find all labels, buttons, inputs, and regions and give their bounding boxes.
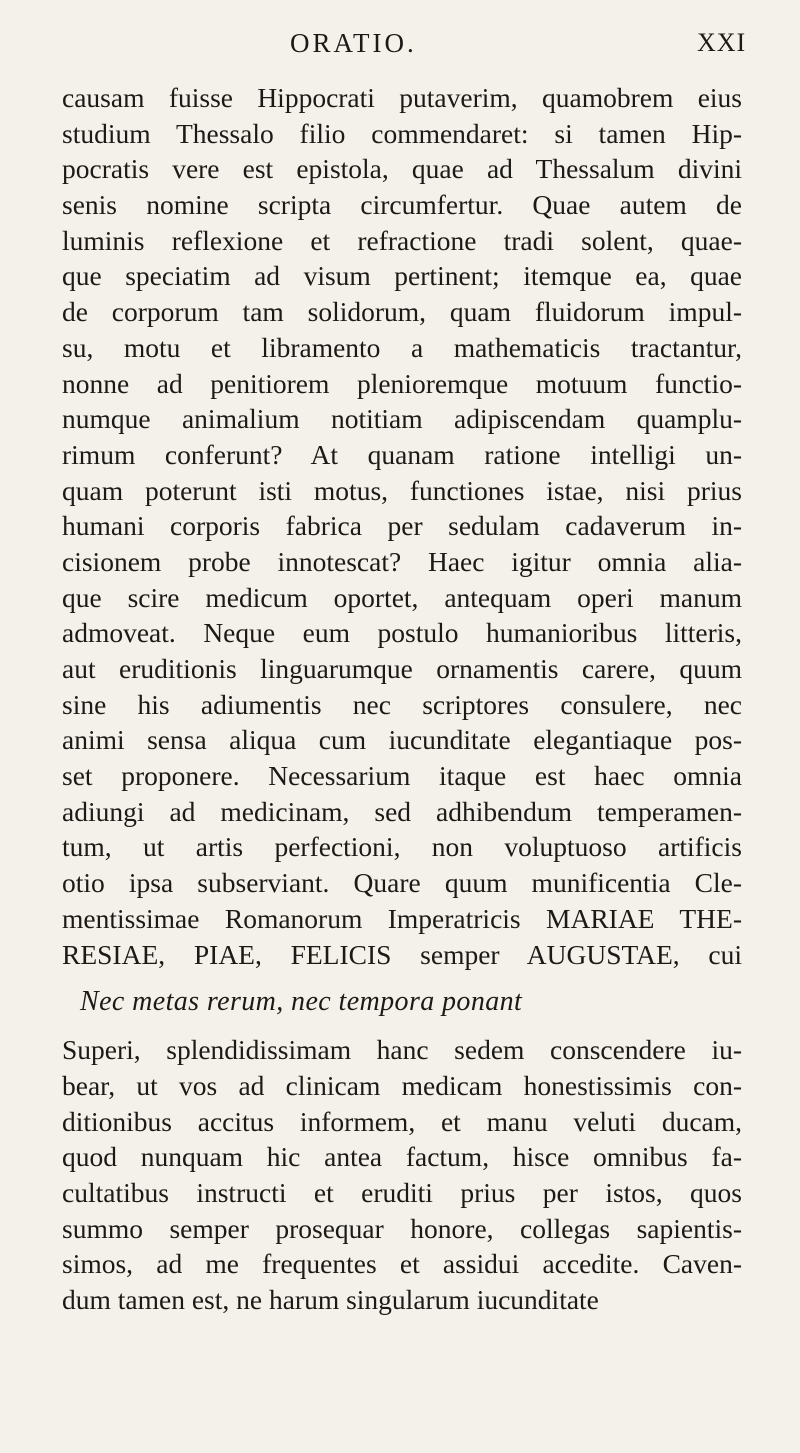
text-line: mentissimae Romanorum Imperatricis MARIAE THE- <box>62 902 742 934</box>
text-line: simos, ad me frequentes et assidui accedite. Caven- <box>62 1248 742 1280</box>
text-line: set proponere. Necessarium itaque est haec omnia <box>62 760 742 792</box>
text-line: ditionibus accitus informem, et manu veluti ducam, <box>62 1105 742 1137</box>
text-line: sine his adiumentis nec scriptores consulere, nec <box>62 688 742 720</box>
page-number: XXI <box>697 28 747 57</box>
text-line: admoveat. Neque eum postulo humanioribus litteris, <box>62 617 742 649</box>
text-line: tum, ut artis perfectioni, non voluptuoso artificis <box>62 831 742 863</box>
text-line: summo semper prosequar honore, collegas sapientis- <box>62 1212 742 1244</box>
text-line: cultatibus instructi et eruditi prius per istos, quos <box>62 1176 742 1208</box>
running-head <box>0 16 800 56</box>
text-line: quod nunquam hic antea factum, hisce omnibus fa- <box>62 1141 742 1173</box>
text-line: RESIAE, PIAE, FELICIS semper AUGUSTAE, cui <box>62 938 742 970</box>
text-line: otio ipsa subserviant. Quare quum munificentia Cle- <box>62 867 742 899</box>
text-line: su, motu et libramento a mathematicis tractantur, <box>62 331 742 363</box>
text-line: adiungi ad medicinam, sed adhibendum temperamen- <box>62 795 742 827</box>
text-line: de corporum tam solidorum, quam fluidorum impul- <box>62 296 742 328</box>
text-line: nonne ad penitiorem plenioremque motuum functio- <box>62 367 742 399</box>
text-line: luminis reflexione et refractione tradi solent, quae- <box>62 224 742 256</box>
quoted-verse: Nec metas rerum, nec tempora ponant <box>80 986 523 1018</box>
body-text <box>62 80 742 1318</box>
text-line: bear, ut vos ad clinicam medicam honestissimis con- <box>62 1069 742 1101</box>
text-line: pocratis vere est epistola, quae ad Thessalum divini <box>62 153 742 185</box>
text-line: causam fuisse Hippocrati putaverim, quamobrem eius <box>62 82 742 113</box>
text-line: quam poterunt isti motus, functiones istae, nisi prius <box>62 474 742 506</box>
text-line: dum tamen est, ne harum singularum iucunditate <box>62 1284 599 1315</box>
text-line: rimum conferunt? At quanam ratione intelligi un- <box>62 438 742 470</box>
text-line: animi sensa aliqua cum iucunditate elegantiaque pos- <box>62 724 742 756</box>
text-line: cisionem probe innotescat? Haec igitur omnia alia- <box>62 545 742 577</box>
text-line: que speciatim ad visum pertinent; itemque ea, quae <box>62 260 742 292</box>
text-line: humani corporis fabrica per sedulam cadaverum in- <box>62 510 742 542</box>
text-line: aut eruditionis linguarumque ornamentis carere, quum <box>62 653 742 684</box>
text-line: senis nomine scripta circumfertur. Quae autem de <box>62 189 742 221</box>
text-line: que scire medicum oportet, antequam operi manum <box>62 581 742 613</box>
text-line: studium Thessalo filio commendaret: si tamen Hip- <box>62 117 742 149</box>
text-line: numque animalium notitiam adipiscendam quamplu- <box>62 403 742 435</box>
text-line: Superi, splendidissimam hanc sedem conscendere iu- <box>62 1034 742 1066</box>
running-title: ORATIO. <box>290 28 417 58</box>
